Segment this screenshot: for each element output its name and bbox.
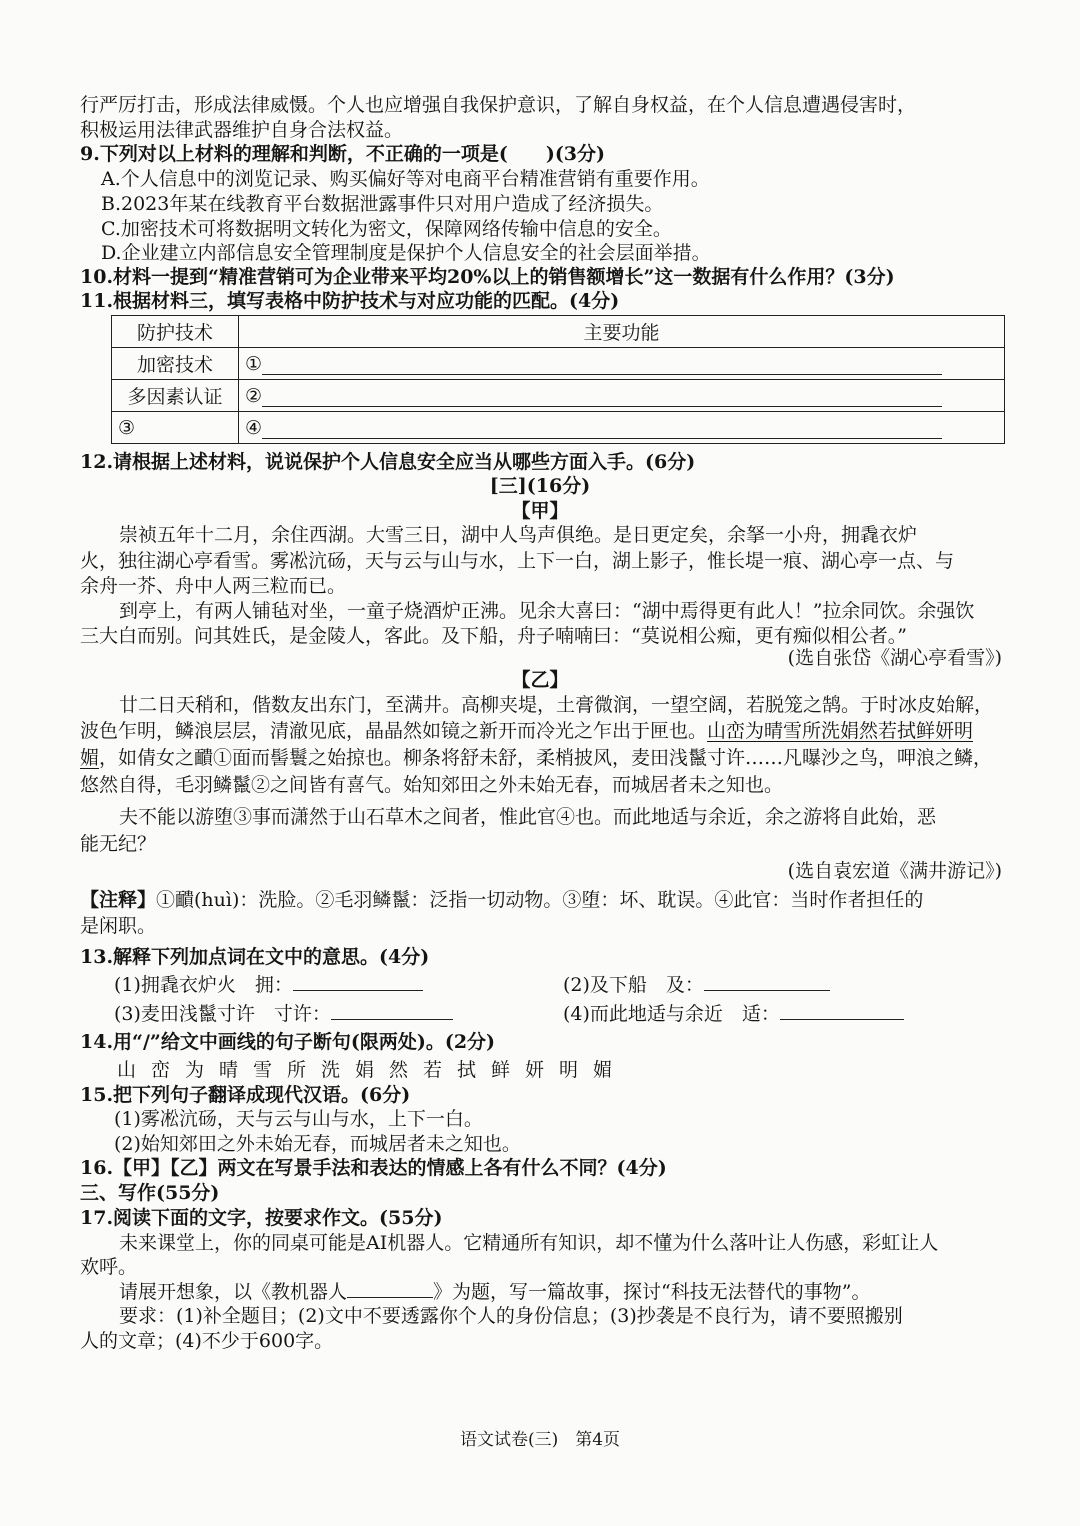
- yi-p1-line-3-text: ，如倩女之靧①面而髻鬟之始掠也。柳条将舒未舒，柔梢披风，麦田浅鬣寸许……凡曝沙之鸟，呷浪之鳞，: [99, 747, 993, 769]
- intro-line-1: 行严厉打击，形成法律威慑。个人也应增强自我保护意识，了解自身权益，在个人信息遭遇侵害时，: [80, 94, 917, 116]
- title-blank[interactable]: [347, 1279, 433, 1298]
- q13-item-2: [563, 972, 830, 998]
- q12-stem: 12.请根据上述材料，说说保护个人信息安全应当从哪些方面入手。(6分): [80, 451, 696, 473]
- q9-option-b: B.2023年某在线教育平台数据泄露事件只对用户造成了经济损失。: [101, 193, 664, 215]
- table-cell-func[interactable]: [239, 412, 1005, 444]
- table-header-row: [112, 316, 1005, 348]
- q9-option-c: C.加密技术可将数据明文转化为密文，保障网络传输中信息的安全。: [101, 218, 672, 240]
- q13-item-3-text: (3)麦田浅鬣寸许 寸许：: [114, 1003, 331, 1025]
- yi-p2-line-1: 夫不能以游堕③事而潇然于山石草木之间者，惟此官④也。而此地适与余近，余之游将自此始，恶: [119, 806, 937, 828]
- notes-line-1: [80, 887, 923, 913]
- q10-stem: 10.材料一提到“精准营销可为企业带来平均20%以上的销售额增长”这一数据有什么作用？(3分): [80, 266, 895, 288]
- q15-stem: 15.把下列句子翻译成现代汉语。(6分): [80, 1084, 411, 1106]
- page-footer: 语文试卷(三) 第4页: [459, 1430, 621, 1450]
- answer-line[interactable]: [262, 418, 942, 439]
- q17-requirements-line-1: 要求：(1)补全题目；(2)文中不要透露你个人的身份信息；(3)抄袭是不良行为，请不要照搬别: [119, 1305, 903, 1327]
- table-row: [112, 380, 1005, 412]
- protection-table: [111, 315, 1005, 444]
- answer-line[interactable]: [262, 386, 942, 407]
- jia-p1-line-1: 崇祯五年十二月，余住西湖。大雪三日，湖中人鸟声俱绝。是日更定矣，余拏一小舟，拥毳衣炉: [119, 524, 918, 546]
- answer-line[interactable]: [262, 354, 942, 375]
- q14-stem: 14.用“/”给文中画线的句子断句(限两处)。(2分): [80, 1031, 496, 1053]
- q13-item-3: [114, 1001, 453, 1027]
- q13-item-1: [114, 972, 423, 998]
- q13-item-4: [563, 1001, 904, 1027]
- table-cell-tech: ③: [112, 412, 239, 444]
- table-cell-func[interactable]: [239, 348, 1005, 380]
- table-cell-func[interactable]: [239, 380, 1005, 412]
- q13-stem: 13.解释下列加点词在文中的意思。(4分): [80, 946, 430, 968]
- table-row: [112, 412, 1005, 444]
- answer-blank[interactable]: [704, 972, 830, 991]
- jia-p1-line-3: 余舟一芥、舟中人两三粒而已。: [80, 575, 347, 597]
- writing-section-heading: 三、写作(55分): [80, 1182, 220, 1204]
- q15-sentence-1: (1)雾凇沆砀，天与云与山与水，上下一白。: [114, 1108, 483, 1130]
- q16-stem: 16.【甲】【乙】两文在写景手法和表达的情感上各有什么不同？(4分): [80, 1157, 667, 1179]
- q17-p2: [119, 1279, 870, 1305]
- q17-p2-part-b: 》为题，写一篇故事，探讨“科技无法替代的事物”。: [433, 1281, 871, 1303]
- q17-p2-part-a: 请展开想象，以《教机器人: [119, 1281, 348, 1303]
- table-header-func: 主要功能: [239, 316, 1005, 348]
- section-3-heading: [三](16分): [489, 475, 591, 497]
- table-cell-tech: 多因素认证: [112, 380, 239, 412]
- answer-blank[interactable]: [293, 972, 423, 991]
- answer-marker: ④: [245, 416, 263, 439]
- yi-title: 【乙】: [511, 669, 569, 691]
- q9-option-a: A.个人信息中的浏览记录、购买偏好等对电商平台精准营销有重要作用。: [101, 168, 710, 190]
- answer-blank[interactable]: [331, 1001, 453, 1020]
- jia-p2-line-1: 到亭上，有两人铺毡对坐，一童子烧酒炉正沸。见余大喜曰：“湖中焉得更有此人！”拉余同饮。余强饮: [119, 600, 975, 622]
- intro-line-2: 积极运用法律武器维护自身合法权益。: [80, 119, 404, 141]
- notes-text: ①靧(huì)：洗脸。②毛羽鳞鬣：泛指一切动物。③堕：坏、耽误。④此官：当时作者担任的: [156, 889, 924, 911]
- q17-p1-line-1: 未来课堂上，你的同桌可能是AI机器人。它精通所有知识，却不懂为什么落叶让人伤感，彩虹让人: [119, 1232, 939, 1254]
- table-header-tech: 防护技术: [112, 316, 239, 348]
- yi-p1-line-2-text: 波色乍明，鳞浪层层，清澈见底，晶晶然如镜之新开而冷光之乍出于匣也。: [80, 720, 708, 742]
- table-row: [112, 348, 1005, 380]
- answer-blank[interactable]: [780, 1001, 904, 1020]
- jia-title: 【甲】: [511, 500, 569, 522]
- notes-line-2: 是闲职。: [80, 915, 157, 937]
- answer-marker: ①: [245, 352, 263, 375]
- underlined-sentence-part-2: 媚: [80, 747, 100, 769]
- yi-p1-line-4: 悠然自得，毛羽鳞鬣②之间皆有喜气。始知郊田之外未始无春，而城居者未之知也。: [80, 774, 784, 796]
- answer-marker: ②: [245, 384, 263, 407]
- yi-source: (选自袁宏道《满井游记》): [787, 860, 1002, 882]
- q13-item-1-text: (1)拥毳衣炉火 拥：: [114, 974, 293, 996]
- q11-stem: 11.根据材料三，填写表格中防护技术与对应功能的匹配。(4分): [80, 290, 620, 312]
- yi-p1-line-1: 廿二日天稍和，偕数友出东门，至满井。高柳夹堤，土膏微润，一望空阔，若脱笼之鹄。于时冰皮始解，: [119, 694, 994, 716]
- q17-requirements-line-2: 人的文章；(4)不少于600字。: [80, 1330, 334, 1352]
- yi-p1-line-2: [80, 718, 973, 744]
- jia-source: (选自张岱《湖心亭看雪》): [787, 647, 1002, 669]
- yi-p1-line-3: [80, 745, 992, 771]
- q13-item-4-text: (4)而此地适与余近 适：: [563, 1003, 780, 1025]
- jia-p1-line-2: 火，独往湖心亭看雪。雾凇沆砀，天与云与山与水，上下一白，湖上影子，惟长堤一痕、湖心亭一点、与: [80, 550, 955, 572]
- yi-p2-line-2: 能无纪？: [80, 833, 157, 855]
- q17-p1-line-2: 欢呼。: [80, 1256, 138, 1278]
- jia-p2-line-2: 三大白而别。问其姓氏，是金陵人，客此。及下船，舟子喃喃曰：“莫说相公痴，更有痴似相公者。”: [80, 625, 907, 647]
- q9-stem: 9.下列对以上材料的理解和判断，不正确的一项是( )(3分): [80, 143, 606, 165]
- q17-stem: 17.阅读下面的文字，按要求作文。(55分): [80, 1207, 443, 1229]
- q9-option-d: D.企业建立内部信息安全管理制度是保护个人信息安全的社会层面举措。: [101, 242, 711, 264]
- notes-label: 【注释】: [80, 889, 157, 911]
- underlined-sentence-part-1: 山峦为晴雪所洗娟然若拭鲜妍明: [707, 720, 974, 742]
- q14-sentence: 山峦为晴雪所洗娟然若拭鲜妍明媚: [117, 1059, 628, 1081]
- q15-sentence-2: (2)始知郊田之外未始无春，而城居者未之知也。: [114, 1133, 521, 1155]
- table-cell-tech: 加密技术: [112, 348, 239, 380]
- q13-item-2-text: (2)及下船 及：: [563, 974, 704, 996]
